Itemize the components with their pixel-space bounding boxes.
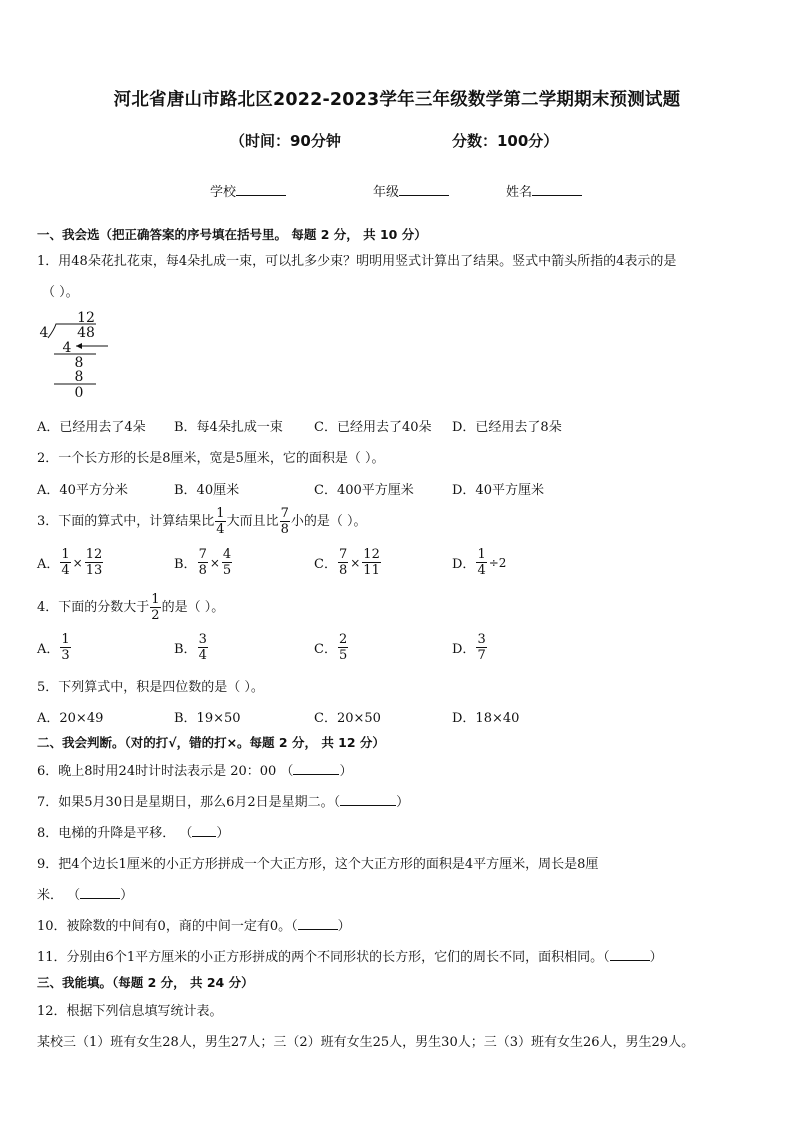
time-label: （时间：90分钟 [230, 132, 341, 150]
q2-text: 2．一个长方形的长是8厘米，宽是5厘米，它的面积是（ ）。 [37, 451, 385, 466]
q9-answer-blank[interactable] [80, 886, 120, 899]
q4-text [37, 592, 224, 623]
school-field[interactable] [210, 181, 286, 200]
q4-option-a[interactable]: A． $\frac{1}{3}$ [37, 632, 70, 663]
score-label: 分数：100分） [452, 132, 559, 150]
q4-option-c[interactable]: C． $\frac{2}{5}$ [314, 632, 348, 663]
q8-text: 8．电梯的升降是平移． （ ） [37, 826, 230, 841]
q1-option-b[interactable]: B．每4朵扎成一束 [174, 420, 283, 435]
q11-answer-blank[interactable] [610, 948, 650, 961]
division-quotient: 12 [77, 310, 95, 326]
division-step2: 8 [74, 355, 84, 371]
q3-option-b[interactable]: B． $\frac{7}{8}$ × $\frac{4}{5}$ [174, 547, 232, 578]
q2-option-d[interactable]: D．40平方厘米 [452, 483, 544, 498]
long-division-figure [34, 308, 114, 404]
name-field[interactable] [506, 181, 582, 200]
division-dividend: 48 [77, 325, 95, 341]
q4-option-b[interactable]: B． $\frac{3}{4}$ [174, 632, 207, 663]
q12-info: 某校三（1）班有女生28人，男生27人；三（2）班有女生25人，男生30人；三（3）班有女生26人，男生29人。 [37, 1035, 695, 1050]
q1-text-line2: （ ）。 [42, 285, 79, 300]
q3-option-d[interactable]: D． $\frac{1}{4}$ ÷2 [452, 547, 507, 578]
name-label: 姓名 [506, 185, 533, 200]
q2-option-c[interactable]: C．400平方厘米 [314, 483, 414, 498]
q3-option-a[interactable]: A． $\frac{1}{4}$ × $\frac{12}{13}$ [37, 547, 103, 578]
q5-option-d[interactable]: D．18×40 [452, 711, 520, 726]
page-title: 河北省唐山市路北区2022-2023学年三年级数学第二学期期末预测试题 [113, 90, 681, 110]
q4-text-b: 的是（ ）。 [161, 600, 225, 615]
q3-text-c: 小的是（ ）。 [290, 514, 367, 529]
q10-answer-blank[interactable] [298, 917, 338, 930]
q3-fraction-lower: $\frac{1}{4}$ [216, 506, 225, 537]
section2-heading: 二、我会判断。（对的打√，错的打×。每题 2 分， 共 12 分） [37, 735, 385, 750]
q5-option-c[interactable]: C．20×50 [314, 711, 381, 726]
grade-blank[interactable] [399, 183, 449, 196]
school-label: 学校 [210, 185, 237, 200]
q3-option-c[interactable]: C． $\frac{7}{8}$ × $\frac{12}{11}$ [314, 547, 380, 578]
q10-text: 10．被除数的中间有0，商的中间一定有0。（ ） [37, 919, 351, 934]
q8-answer-blank[interactable] [192, 824, 216, 837]
arrow-head-icon [76, 343, 82, 349]
school-blank[interactable] [236, 183, 286, 196]
q5-option-b[interactable]: B．19×50 [174, 711, 241, 726]
name-blank[interactable] [532, 183, 582, 196]
q3-fraction-upper: $\frac{7}{8}$ [280, 506, 289, 537]
q6-text: 6．晚上8时用24时计时法表示是 20：00 （ ） [37, 764, 353, 779]
division-step3: 8 [74, 369, 84, 385]
q1-text-line1: 1．用48朵花扎花束，每4朵扎成一束，可以扎多少束？明明用竖式计算出了结果。竖式中箭头所指的4表示的是 [37, 254, 677, 269]
division-step1: 4 [62, 340, 72, 356]
section3-heading: 三、我能填。（每题 2 分， 共 24 分） [37, 975, 254, 990]
q2-option-b[interactable]: B．40厘米 [174, 483, 240, 498]
grade-field[interactable] [373, 181, 449, 200]
q2-option-a[interactable]: A．40平方分米 [37, 483, 128, 498]
grade-label: 年级 [373, 185, 400, 200]
q3-text-b: 大而且比 [226, 514, 279, 529]
q1-option-c[interactable]: C．已经用去了40朵 [314, 420, 432, 435]
q1-option-a[interactable]: A．已经用去了4朵 [37, 420, 146, 435]
section1-heading: 一、我会选（把正确答案的序号填在括号里。 每题 2 分， 共 10 分） [37, 227, 427, 242]
q3-text [37, 506, 367, 537]
q6-answer-blank[interactable] [293, 762, 339, 775]
q5-text: 5．下列算式中，积是四位数的是（ ）。 [37, 680, 264, 695]
q4-text-a: 4．下面的分数大于 [37, 600, 150, 615]
division-remainder: 0 [74, 385, 84, 401]
q4-option-d[interactable]: D． $\frac{3}{7}$ [452, 632, 486, 663]
q5-option-a[interactable]: A．20×49 [37, 711, 104, 726]
q1-option-d[interactable]: D．已经用去了8朵 [452, 420, 562, 435]
q9-text-line2: 米． （ ） [37, 888, 134, 903]
q7-answer-blank[interactable] [340, 793, 396, 806]
q3-text-a: 3．下面的算式中，计算结果比 [37, 514, 215, 529]
q9-text-line1: 9．把4个边长1厘米的小正方形拼成一个大正方形，这个大正方形的面积是4平方厘米，周长是8厘 [37, 857, 599, 872]
q12-text: 12．根据下列信息填写统计表。 [37, 1004, 223, 1019]
q7-text: 7．如果5月30日是星期日，那么6月2日是星期二。（ ） [37, 795, 410, 810]
q4-fraction: $\frac{1}{2}$ [151, 592, 160, 623]
q11-text: 11．分别由6个1平方厘米的小正方形拼成的两个不同形状的长方形，它们的周长不同，面积相同。（ ） [37, 950, 663, 965]
division-divisor: 4 [39, 325, 49, 341]
